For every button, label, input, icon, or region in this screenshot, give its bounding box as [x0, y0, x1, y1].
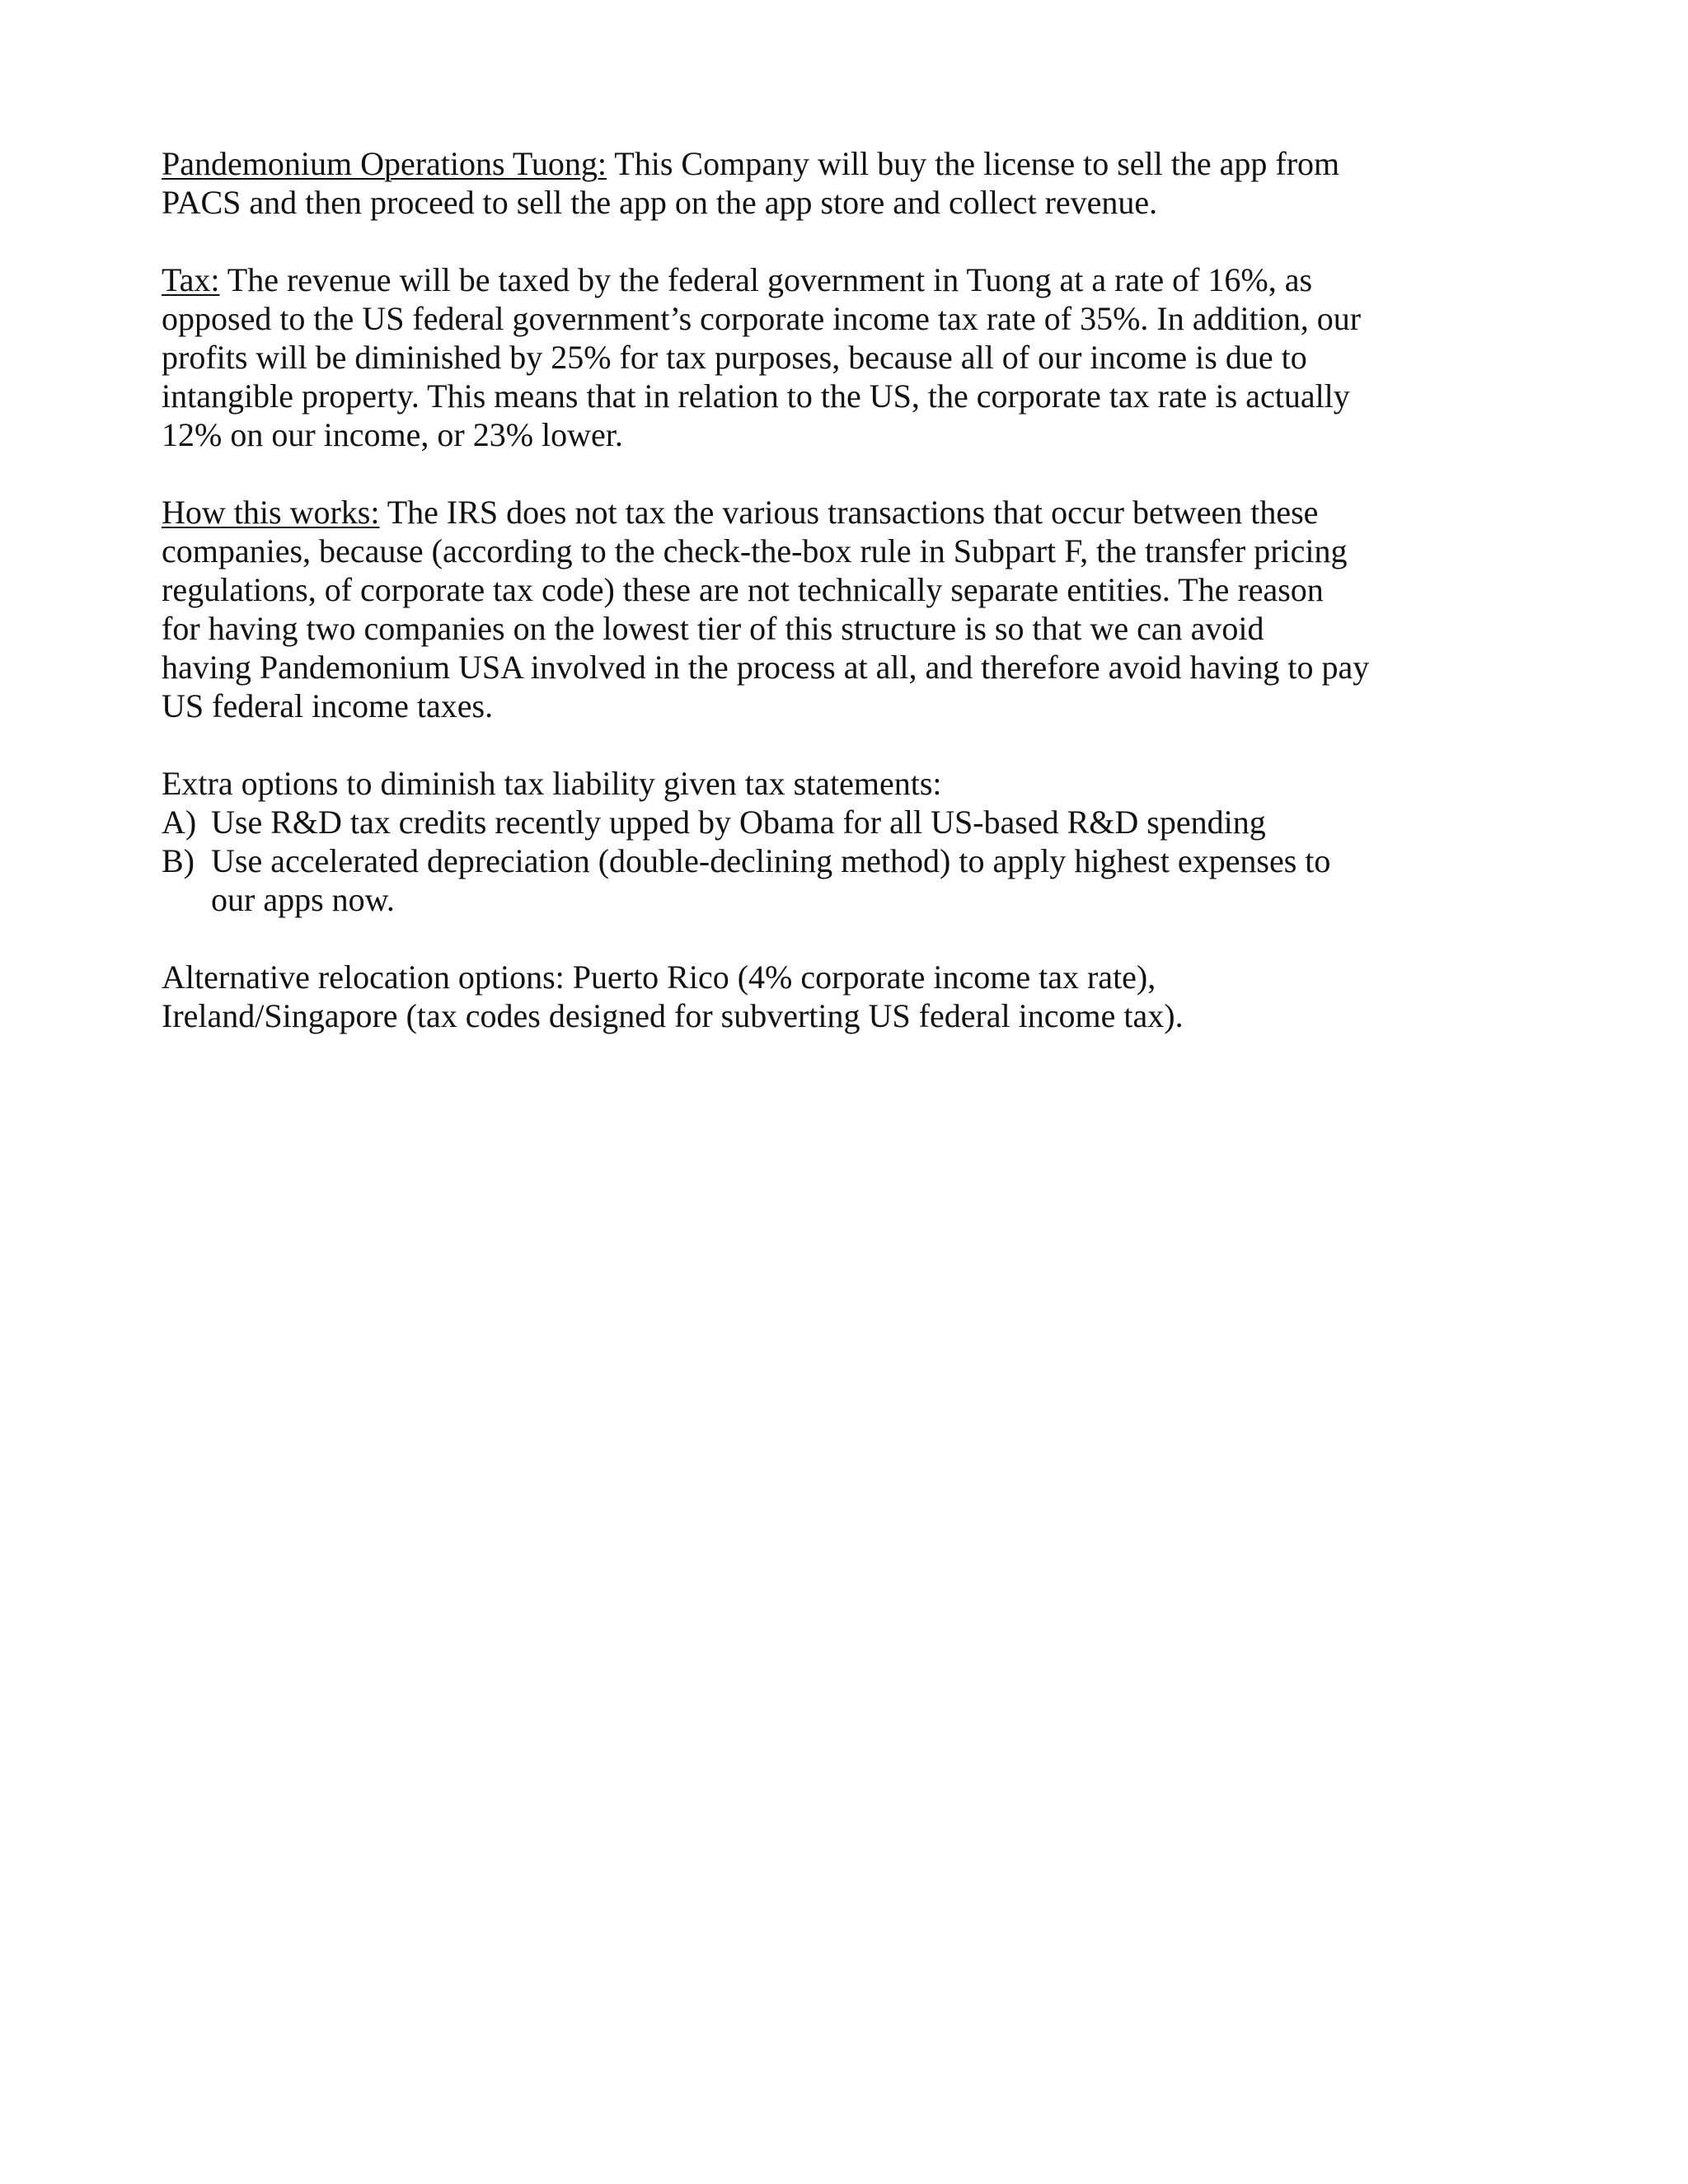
paragraph-line: [162, 493, 1464, 532]
paragraph-operations-tuong: [162, 144, 1464, 222]
paragraph-line: PACS and then proceed to sell the app on the app store and collect revenue.: [162, 184, 1158, 221]
paragraph-line: Ireland/Singapore (tax codes designed for subverting US federal income tax).: [162, 997, 1184, 1034]
paragraph-text: The revenue will be taxed by the federal government in Tuong at a rate of 16%, as: [219, 261, 1313, 298]
paragraph-extra-options: [162, 764, 1464, 919]
list-item-body: [211, 803, 1266, 841]
paragraph-line: regulations, of corporate tax code) these are not technically separate entities. The reason: [162, 571, 1324, 608]
paragraph-relocation-options: [162, 958, 1464, 1035]
list-marker: B): [162, 842, 195, 879]
list-intro: Extra options to diminish tax liability given tax statements:: [162, 765, 942, 802]
paragraph-line: opposed to the US federal government’s corporate income tax rate of 35%. In addition, our: [162, 300, 1362, 337]
paragraph-line: [162, 260, 1464, 299]
paragraph-line: profits will be diminished by 25% for tax purposes, because all of our income is due to: [162, 339, 1307, 376]
section-heading: Tax:: [162, 261, 220, 298]
list-item: [162, 803, 1464, 841]
paragraph-line: 12% on our income, or 23% lower.: [162, 416, 623, 453]
list-item-text: Use accelerated depreciation (double-declining method) to apply highest expenses to: [211, 842, 1331, 879]
paragraph-line: companies, because (according to the check-the-box rule in Subpart F, the transfer pricing: [162, 532, 1348, 569]
paragraph-how-this-works: [162, 493, 1464, 725]
section-heading: How this works:: [162, 494, 380, 531]
paragraph-line: having Pandemonium USA involved in the process at all, and therefore avoid having to pay: [162, 649, 1370, 686]
paragraph-text: This Company will buy the license to sell the app from: [607, 145, 1340, 182]
list-item-text: Use R&D tax credits recently upped by Obama for all US-based R&D spending: [211, 804, 1266, 841]
paragraph-tax: [162, 260, 1464, 454]
paragraph-line: intangible property. This means that in relation to the US, the corporate tax rate is actually: [162, 377, 1350, 415]
list-item: [162, 841, 1464, 919]
section-heading: Pandemonium Operations Tuong:: [162, 145, 607, 182]
document-body: [162, 144, 1464, 1074]
paragraph-line: Alternative relocation options: Puerto Rico (4% corporate income tax rate),: [162, 958, 1156, 996]
list-item-body: [211, 841, 1330, 919]
list-item-text: our apps now.: [211, 881, 395, 918]
paragraph-line: US federal income taxes.: [162, 687, 494, 724]
paragraph-line: for having two companies on the lowest tier of this structure is so that we can avoid: [162, 610, 1264, 647]
list-marker: A): [162, 804, 197, 841]
paragraph-line: [162, 144, 1464, 183]
paragraph-text: The IRS does not tax the various transactions that occur between these: [379, 494, 1319, 531]
